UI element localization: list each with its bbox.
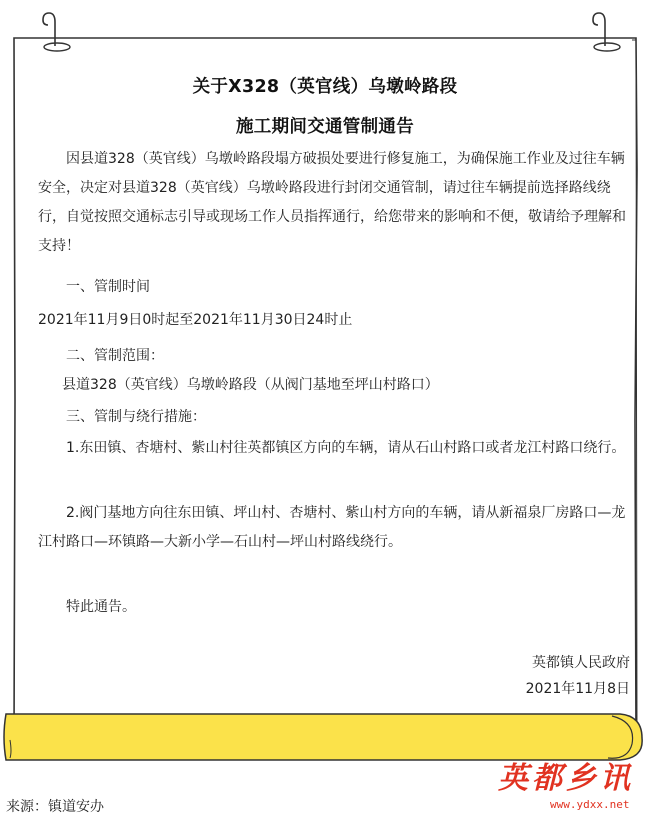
logo-url: www.ydxx.net bbox=[550, 798, 630, 811]
notice-title-line2: 施工期间交通管制通告 bbox=[236, 117, 414, 137]
intro-paragraph: 因县道328（英官线）乌墩岭路段塌方破损处要进行修复施工，为确保施工作业及过往车辆安全，决定对县道328（英官线）乌墩岭路段进行封闭交通管制，请过往车辆提前选择路线绕行，自觉按照交通标志引导或现场工作人员指挥通行，给您带来的影响和不便，敬请给予理解和支持！ bbox=[38, 151, 626, 254]
section3-heading: 三、管制与绕行措施： bbox=[66, 409, 206, 425]
issue-date: 2021年11月8日 bbox=[525, 681, 630, 697]
section1-heading: 一、管制时间 bbox=[66, 279, 150, 295]
right-hook-icon bbox=[593, 13, 620, 51]
closing-line: 特此通告。 bbox=[66, 599, 136, 615]
source-label: 来源：镇道安办 bbox=[6, 799, 104, 815]
measure-item-1: 1.东田镇、杏塘村、紫山村往英都镇区方向的车辆，请从石山村路口或者龙江村路口绕行。 bbox=[66, 440, 626, 456]
section1-body: 2021年11月9日0时起至2021年11月30日24时止 bbox=[38, 312, 353, 328]
issuer: 英都镇人民政府 bbox=[532, 655, 630, 671]
site-logo bbox=[498, 753, 648, 815]
section2-heading: 二、管制范围： bbox=[66, 348, 164, 364]
left-hook-icon bbox=[43, 13, 70, 51]
section2-body: 县道328（英官线）乌墩岭路段（从阀门基地至坪山村路口） bbox=[62, 377, 439, 393]
measure-item-2: 2.阀门基地方向往东田镇、坪山村、杏塘村、紫山村方向的车辆，请从新福泉厂房路口—龙江村路口—环镇路—大新小学—石山村—坪山村路线绕行。 bbox=[38, 505, 626, 550]
logo-text: 英都乡讯 bbox=[498, 761, 634, 796]
notice-title-line1: 关于X328（英官线）乌墩岭路段 bbox=[192, 77, 458, 97]
